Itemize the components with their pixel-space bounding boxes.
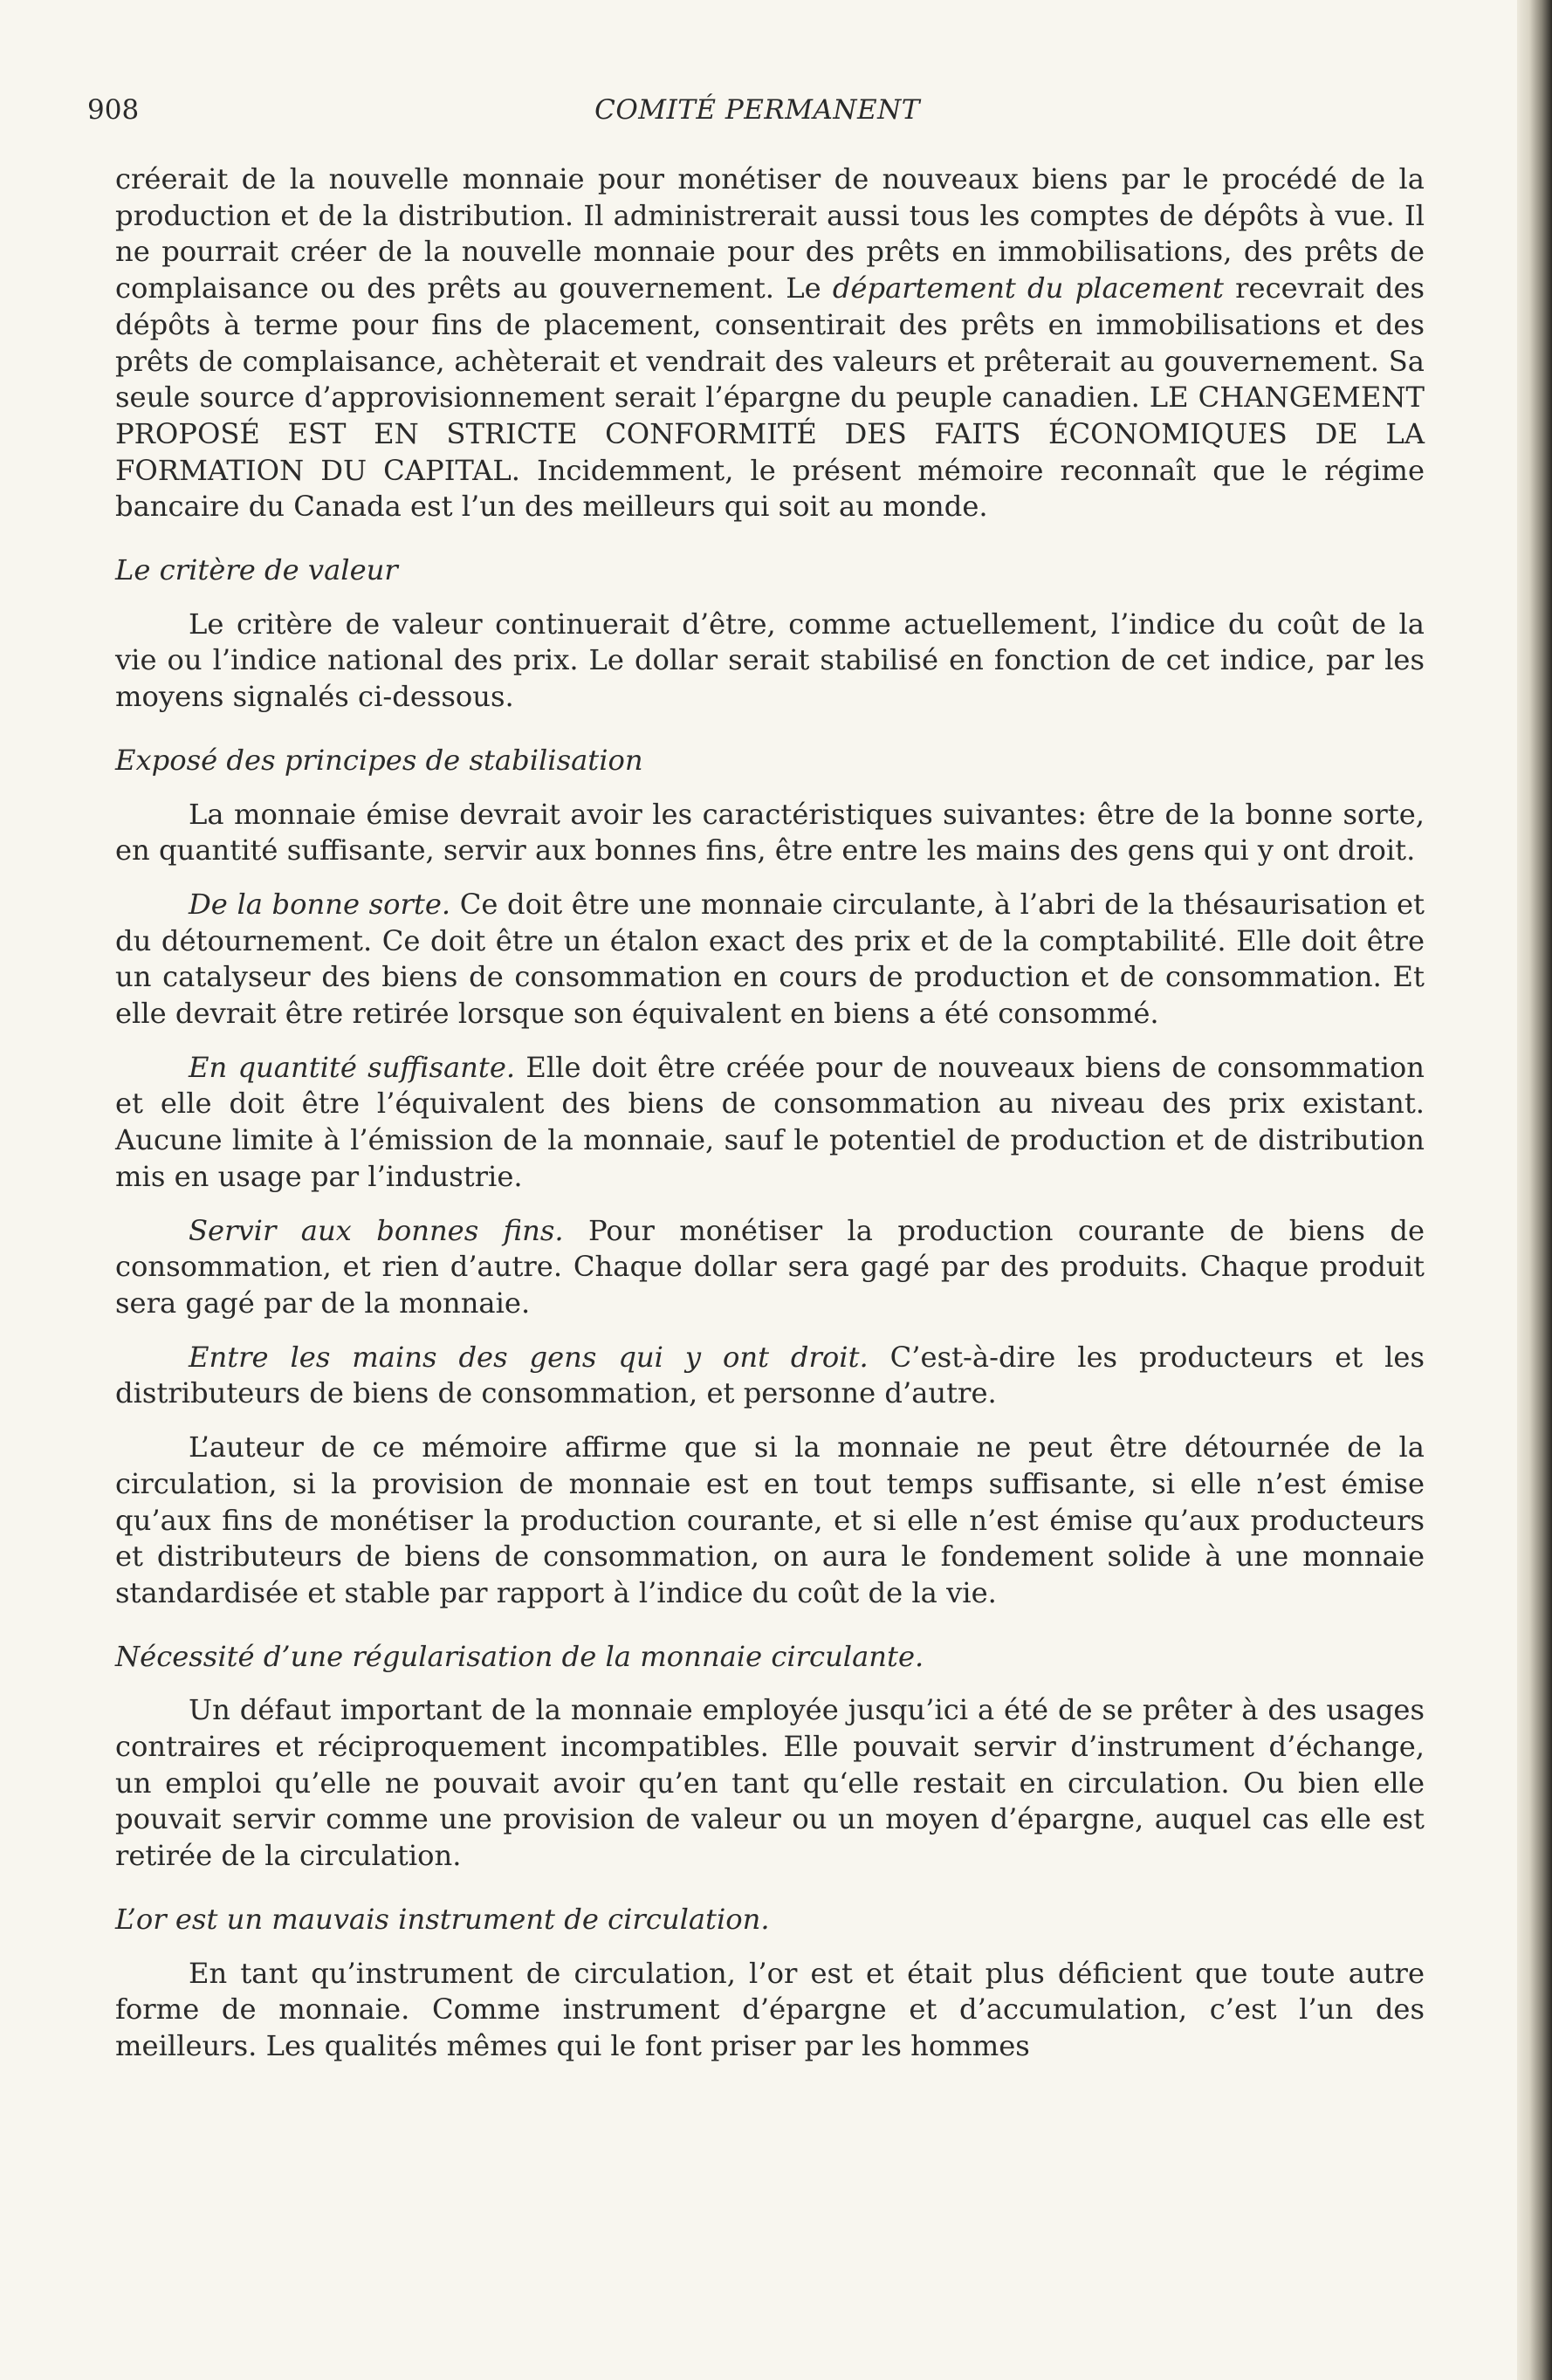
page-number: 908 xyxy=(87,94,140,126)
text-run: Le critère de valeur continuerait d’être, comme actuellement, l’indice du coût de la vie ou l’indice national des prix. Le dollar serait stabilisé en fonction de cet indice, par les moyens signalés ci-dessous. xyxy=(115,607,1425,714)
section-heading: Nécessité d’une régularisation de la monnaie circulante. xyxy=(115,1639,924,1673)
text-run: La monnaie émise devrait avoir les caractéristiques suivantes: être de la bonne sorte, en quantité suffisante, servir aux bonnes fins, être entre les mains des gens qui y ont droit. xyxy=(115,797,1425,868)
section-heading: Exposé des principes de stabilisation xyxy=(115,743,643,777)
text-run: créerait de la nouvelle monnaie pour monétiser de nouveaux biens par le procédé de la production et de la distribution. Il administrerait aussi tous les comptes de dépôts à vue. Il ne pourrait créer de la nouvelle monnaie pour des prêts en immobilisations, des prêts de complaisance ou des prêts au gouvernement. Le xyxy=(115,162,1425,305)
paragraph xyxy=(115,1956,1425,2065)
text-run: Elle doit être créée pour de nouveaux biens de consommation et elle doit être l’équivalent des biens de consommation au niveau des prix existant. Aucune limite à l’émission de la monnaie, sauf le potentiel de production et de distribution mis en usage par l’industrie. xyxy=(115,1050,1425,1193)
paragraph xyxy=(115,607,1425,716)
italic-text: De la bonne sorte. xyxy=(189,887,451,921)
italic-text: Servir aux bonnes fins. xyxy=(189,1213,564,1247)
section-heading: L’or est un mauvais instrument de circulation. xyxy=(115,1902,770,1936)
italic-text: département du placement xyxy=(832,271,1224,305)
text-run: Ce doit être une monnaie circulante, à l’abri de la thésaurisation et du détournement. Ce doit être un étalon exact des prix et de la comptabilité. Elle doit être un catalyseur des biens de consommation en cours de production et de consommation. Et elle devrait être retirée lorsque son équivalent en biens a été consommé. xyxy=(115,887,1425,1031)
running-title: COMITÉ PERMANENT xyxy=(594,94,920,126)
paragraph xyxy=(115,1692,1425,1875)
text-run: L’auteur de ce mémoire affirme que si la monnaie ne peut être détournée de la circulation, si la provision de monnaie est en tout temps suffisante, si elle n’est émise qu’aux fins de monétiser la production courante, et si elle n’est émise qu’aux producteurs et distributeurs de biens de consommation, on aura le fondement solide à une monnaie standardisée et stable par rapport à l’indice du coût de la vie. xyxy=(115,1430,1425,1609)
paragraph xyxy=(115,1050,1425,1196)
italic-text: En quantité suffisante. xyxy=(189,1050,516,1084)
paragraph xyxy=(115,161,1425,525)
text-run: C’est-à-dire les producteurs et les distributeurs de biens de consommation, et personne d’autre. xyxy=(115,1340,1425,1410)
text-run: Pour monétiser la production courante de biens de consommation, et rien d’autre. Chaque dollar sera gagé par des produits. Chaque produit sera gagé par de la monnaie. xyxy=(115,1213,1425,1320)
paragraph xyxy=(115,887,1425,1032)
book-spine-shadow xyxy=(1517,0,1552,2380)
section-heading: Le critère de valeur xyxy=(115,553,398,587)
paragraph xyxy=(115,1430,1425,1612)
italic-text: Entre les mains des gens qui y ont droit. xyxy=(189,1340,869,1374)
text-run: En tant qu’instrument de circulation, l’or est et était plus déficient que toute autre forme de monnaie. Comme instrument d’épargne et d’accumulation, c’est l’un des meilleurs. Les qualités mêmes qui le font priser par les hommes xyxy=(115,1956,1425,2062)
page-header xyxy=(87,94,1427,129)
text-run: Un défaut important de la monnaie employée jusqu’ici a été de se prêter à des usages contraires et réciproquement incompatibles. Elle pouvait servir d’instrument d’échange, un emploi qu’elle ne pouvait avoir qu’en tant qu‘elle restait en circulation. Ou bien elle pouvait servir comme une provision de valeur ou un moyen d’épargne, auquel cas elle est retirée de la circulation. xyxy=(115,1693,1425,1873)
paragraph xyxy=(115,797,1425,869)
document-body xyxy=(115,161,1425,2065)
text-run: recevrait des dépôts à terme pour fins de placement, consentirait des prêts en immobilisations et des prêts de complaisance, achèterait et vendrait des valeurs et prêterait au gouvernement. Sa seule source d’approvisionnement serait l’épargne du peuple canadien. LE CHANGEMENT PROPOSÉ EST EN STRICTE CONFORMITÉ DES FAITS ÉCONOMIQUES DE LA FORMATION DU CAPITAL. Incidemment, le présent mémoire reconnaît que le régime bancaire du Canada est l’un des meilleurs qui soit au monde. xyxy=(115,271,1425,524)
paragraph xyxy=(115,1213,1425,1322)
paragraph xyxy=(115,1340,1425,1412)
